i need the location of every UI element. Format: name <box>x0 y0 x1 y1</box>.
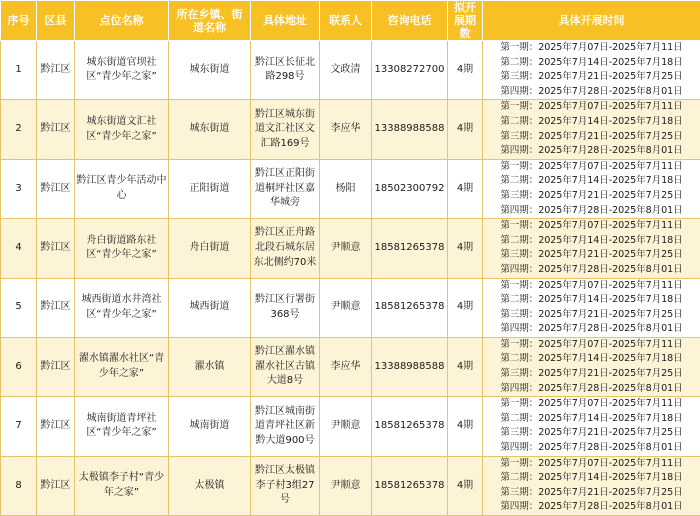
district-cell: 黔江区 <box>37 337 75 396</box>
header-dates: 具体开展时间 <box>483 1 700 41</box>
period-date-line: 第四期：2025年7月28日-2025年8月01日 <box>484 85 699 100</box>
table-row <box>1 397 700 456</box>
period-date-line: 第一期：2025年7月07日-2025年7月11日 <box>484 397 699 412</box>
period-date-line: 第二期：2025年7月14日-2025年7月18日 <box>484 293 699 308</box>
period-date-line: 第二期：2025年7月14日-2025年7月18日 <box>484 174 699 189</box>
period-date-line: 第三期：2025年7月21日-2025年7月25日 <box>484 130 699 145</box>
table-row <box>1 278 700 337</box>
period-date-line: 第一期：2025年7月07日-2025年7月11日 <box>484 219 699 234</box>
address-cell: 黔江区正舟路北段石城东居东北侧约70米 <box>251 219 320 278</box>
period-date-line: 第二期：2025年7月14日-2025年7月18日 <box>484 412 699 427</box>
seq-cell: 1 <box>1 41 37 100</box>
address-cell: 黔江区太极镇李子村3组27号 <box>251 456 320 515</box>
seq-cell: 8 <box>1 456 37 515</box>
district-cell: 黔江区 <box>37 219 75 278</box>
table-row <box>1 456 700 515</box>
periods-cell: 4期 <box>448 337 483 396</box>
site-name-cell: 濯水镇濯水社区“青少年之家” <box>75 337 169 396</box>
period-date-line: 第二期：2025年7月14日-2025年7月18日 <box>484 115 699 130</box>
seq-cell: 6 <box>1 337 37 396</box>
period-date-line: 第三期：2025年7月21日-2025年7月25日 <box>484 308 699 323</box>
period-date-line: 第二期：2025年7月14日-2025年7月18日 <box>484 234 699 249</box>
phone-cell: 18581265378 <box>372 219 448 278</box>
period-date-line: 第一期：2025年7月07日-2025年7月11日 <box>484 100 699 115</box>
header-seq: 序号 <box>1 1 37 41</box>
dates-cell <box>483 397 700 456</box>
period-date-line: 第四期：2025年7月28日-2025年8月01日 <box>484 263 699 278</box>
period-date-line: 第一期：2025年7月07日-2025年7月11日 <box>484 279 699 294</box>
phone-cell: 18581265378 <box>372 397 448 456</box>
district-cell: 黔江区 <box>37 41 75 100</box>
header-district: 区县 <box>37 1 75 41</box>
dates-cell <box>483 41 700 100</box>
phone-cell: 18581265378 <box>372 456 448 515</box>
period-date-line: 第二期：2025年7月14日-2025年7月18日 <box>484 471 699 486</box>
address-cell: 黔江区长征北路298号 <box>251 41 320 100</box>
site-name-cell: 黔江区青少年活动中心 <box>75 159 169 218</box>
site-name-cell: 城东街道文汇社区“青少年之家” <box>75 100 169 159</box>
district-cell: 黔江区 <box>37 100 75 159</box>
contact-cell: 文政清 <box>320 41 372 100</box>
address-cell: 黔江区濯水镇濯水社区古镇大道8号 <box>251 337 320 396</box>
period-date-line: 第一期：2025年7月07日-2025年7月11日 <box>484 160 699 175</box>
header-town: 所在乡镇、街道名称 <box>169 1 251 41</box>
contact-cell: 尹顺意 <box>320 219 372 278</box>
period-date-line: 第四期：2025年7月28日-2025年8月01日 <box>484 382 699 397</box>
dates-cell <box>483 337 700 396</box>
seq-cell: 3 <box>1 159 37 218</box>
period-date-line: 第三期：2025年7月21日-2025年7月25日 <box>484 367 699 382</box>
phone-cell: 13388988588 <box>372 100 448 159</box>
dates-cell <box>483 219 700 278</box>
period-date-line: 第一期：2025年7月07日-2025年7月11日 <box>484 41 699 56</box>
district-cell: 黔江区 <box>37 159 75 218</box>
periods-cell: 4期 <box>448 100 483 159</box>
town-cell: 正阳街道 <box>169 159 251 218</box>
seq-cell: 4 <box>1 219 37 278</box>
table-row <box>1 159 700 218</box>
town-cell: 城东街道 <box>169 100 251 159</box>
seq-cell: 2 <box>1 100 37 159</box>
address-cell: 黔江区城东街道文汇社区文汇路169号 <box>251 100 320 159</box>
phone-cell: 13388988588 <box>372 337 448 396</box>
header-row <box>1 1 700 41</box>
site-name-cell: 城东街道官坝社区“青少年之家” <box>75 41 169 100</box>
town-cell: 舟白街道 <box>169 219 251 278</box>
contact-cell: 李应华 <box>320 337 372 396</box>
contact-cell: 尹顺意 <box>320 397 372 456</box>
periods-cell: 4期 <box>448 41 483 100</box>
table-row <box>1 100 700 159</box>
address-cell: 黔江区正阳街道桐坪社区嘉华城旁 <box>251 159 320 218</box>
table-body <box>1 41 700 516</box>
town-cell: 城南街道 <box>169 397 251 456</box>
period-date-line: 第四期：2025年7月28日-2025年8月01日 <box>484 322 699 337</box>
period-date-line: 第一期：2025年7月07日-2025年7月11日 <box>484 457 699 472</box>
phone-cell: 18502300792 <box>372 159 448 218</box>
town-cell: 濯水镇 <box>169 337 251 396</box>
contact-cell: 李应华 <box>320 100 372 159</box>
header-phone: 咨询电话 <box>372 1 448 41</box>
site-name-cell: 城西街道水井湾社区“青少年之家” <box>75 278 169 337</box>
period-date-line: 第二期：2025年7月14日-2025年7月18日 <box>484 56 699 71</box>
district-cell: 黔江区 <box>37 278 75 337</box>
header-site: 点位名称 <box>75 1 169 41</box>
table-row <box>1 337 700 396</box>
period-date-line: 第二期：2025年7月14日-2025年7月18日 <box>484 352 699 367</box>
periods-cell: 4期 <box>448 456 483 515</box>
header-periods: 拟开展期数 <box>448 1 483 41</box>
dates-cell <box>483 100 700 159</box>
town-cell: 城西街道 <box>169 278 251 337</box>
address-cell: 黔江区行署街368号 <box>251 278 320 337</box>
address-cell: 黔江区城南街道青坪社区新黔大道900号 <box>251 397 320 456</box>
period-date-line: 第四期：2025年7月28日-2025年8月01日 <box>484 144 699 159</box>
town-cell: 太极镇 <box>169 456 251 515</box>
site-name-cell: 太极镇李子村“青少年之家” <box>75 456 169 515</box>
dates-cell <box>483 456 700 515</box>
periods-cell: 4期 <box>448 397 483 456</box>
contact-cell: 杨阳 <box>320 159 372 218</box>
period-date-line: 第三期：2025年7月21日-2025年7月25日 <box>484 248 699 263</box>
site-name-cell: 城南街道青坪社区“青少年之家” <box>75 397 169 456</box>
table-row <box>1 219 700 278</box>
period-date-line: 第三期：2025年7月21日-2025年7月25日 <box>484 426 699 441</box>
period-date-line: 第四期：2025年7月28日-2025年8月01日 <box>484 204 699 219</box>
period-date-line: 第四期：2025年7月28日-2025年8月01日 <box>484 500 699 515</box>
seq-cell: 5 <box>1 278 37 337</box>
district-cell: 黔江区 <box>37 456 75 515</box>
period-date-line: 第三期：2025年7月21日-2025年7月25日 <box>484 486 699 501</box>
dates-cell <box>483 159 700 218</box>
periods-cell: 4期 <box>448 159 483 218</box>
period-date-line: 第三期：2025年7月21日-2025年7月25日 <box>484 189 699 204</box>
periods-cell: 4期 <box>448 278 483 337</box>
site-name-cell: 舟白街道路东社区“青少年之家” <box>75 219 169 278</box>
dates-cell <box>483 278 700 337</box>
period-date-line: 第四期：2025年7月28日-2025年8月01日 <box>484 441 699 456</box>
seq-cell: 7 <box>1 397 37 456</box>
period-date-line: 第一期：2025年7月07日-2025年7月11日 <box>484 338 699 353</box>
phone-cell: 13308272700 <box>372 41 448 100</box>
town-cell: 城东街道 <box>169 41 251 100</box>
header-contact: 联系人 <box>320 1 372 41</box>
phone-cell: 18581265378 <box>372 278 448 337</box>
periods-cell: 4期 <box>448 219 483 278</box>
period-date-line: 第三期：2025年7月21日-2025年7月25日 <box>484 70 699 85</box>
district-cell: 黔江区 <box>37 397 75 456</box>
header-address: 具体地址 <box>251 1 320 41</box>
contact-cell: 尹顺意 <box>320 278 372 337</box>
contact-cell: 尹顺意 <box>320 456 372 515</box>
table-row <box>1 41 700 100</box>
